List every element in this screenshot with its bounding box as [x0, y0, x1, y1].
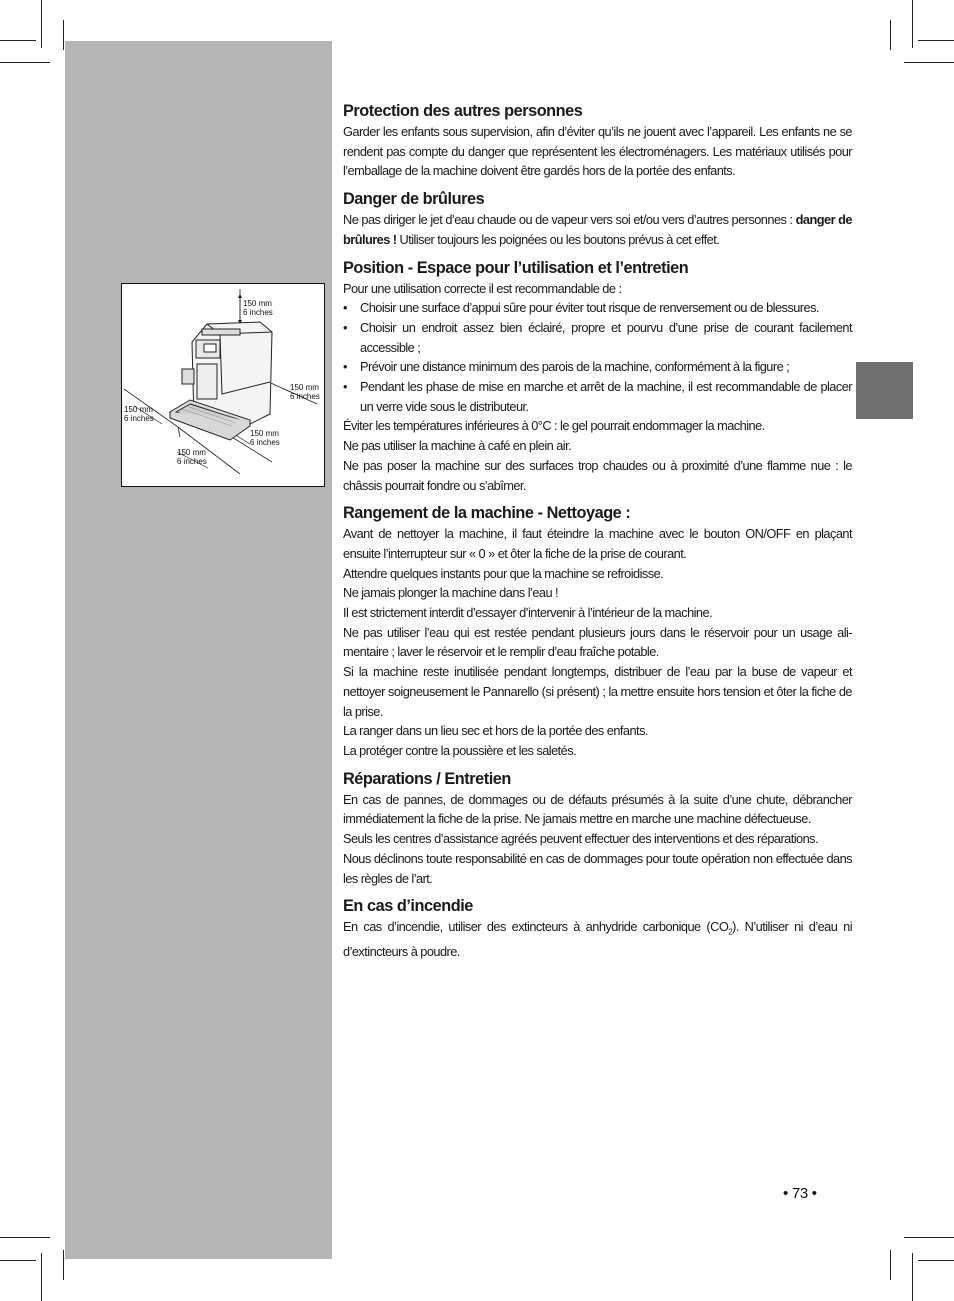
list-item: [343, 357, 852, 377]
figure-label-front-right-2: 6 inches: [250, 438, 280, 447]
section-heading: En cas d’incendie: [343, 897, 473, 916]
bullet: •: [343, 359, 347, 375]
figure-label-top-2: 6 inches: [243, 308, 273, 317]
crop-mark: [63, 1250, 64, 1280]
list-text: Pendant les phase de mise en marche et arrêt de la machine, il est recommandable de placer un verre vide sous le distributeur.: [360, 379, 852, 414]
text-run: Ne pas diriger le jet d’eau chaude ou de vapeur vers soi et/ou vers d’autres personnes :: [343, 212, 796, 228]
list-item: [343, 377, 852, 416]
crop-mark: [0, 1260, 36, 1261]
figure-label-right-1: 150 mm: [290, 383, 319, 392]
paragraph: Si la machine reste inutilisée pendant longtemps, distribuer de l’eau par la buse de vapeur et nettoyer soigneusement le Pannarello (si présent) ; la mettre ensuite hors tension et ôter la fiche de la prise.: [343, 664, 852, 719]
crop-mark: [904, 62, 954, 63]
figure-label-front-left-2: 6 inches: [177, 457, 207, 466]
crop-mark: [912, 1253, 913, 1301]
paragraph: Éviter les températures inférieures à 0°C : le gel pourrait endommager la machine.: [343, 418, 765, 434]
paragraph: Pour une utilisation correcte il est recommandable de :: [343, 280, 622, 296]
paragraph: Nous déclinons toute responsabilité en cas de dommages pour toute opération non effectuée dans les règles de l’art.: [343, 850, 852, 886]
list-item: [343, 318, 852, 357]
paragraph: La ranger dans un lieu sec et hors de la portée des enfants.: [343, 723, 648, 739]
crop-mark: [0, 62, 50, 63]
paragraph: Attendre quelques instants pour que la machine se refroidisse.: [343, 565, 664, 581]
text-run: En cas d’incendie, utiliser des extincteurs à anhydride carbonique (CO: [343, 919, 729, 935]
crop-mark: [918, 40, 954, 41]
page-number: • 73 •: [783, 1185, 817, 1202]
bullet-list: [343, 298, 852, 416]
side-column: [65, 41, 332, 1259]
coffee-machine-illustration: [122, 284, 323, 485]
crop-mark: [0, 40, 36, 41]
crop-mark: [41, 0, 42, 48]
warning-bold: danger de brûlures !: [343, 212, 852, 247]
section-storage-cleaning: [343, 503, 852, 760]
paragraph: Seuls les centres d’assistance agréés peuvent effectuer des interventions et des réparations.: [343, 831, 819, 847]
paragraph: Ne pas utiliser l’eau qui est restée pendant plusieurs jours dans le réservoir pour un usage ali-mentaire ; laver le réservoir et le remplir d’eau fraîche potable.: [343, 624, 852, 660]
section-position: [343, 258, 852, 496]
list-text: Choisir un endroit assez bien éclairé, propre et pourvu d’une prise de courant facilement accessible ;: [360, 319, 852, 355]
list-text: Choisir une surface d’appui sûre pour éviter tout risque de renversement ou de blessures.: [360, 300, 819, 316]
bullet: •: [343, 300, 347, 316]
section-heading: Danger de brûlures: [343, 190, 485, 209]
list-text: Prévoir une distance minimum des parois de la machine, conformément à la figure ;: [360, 359, 790, 375]
section-tab: [856, 362, 913, 419]
paragraph: Ne pas utiliser la machine à café en plein air.: [343, 438, 572, 454]
section-burns: [343, 189, 852, 249]
figure-label-left-1: 150 mm: [124, 405, 153, 414]
bullet: •: [343, 319, 347, 335]
text-run: Utiliser toujours les poignées ou les boutons prévus à cet effet.: [396, 231, 720, 247]
paragraph: La protéger contre la poussière et les saletés.: [343, 742, 577, 758]
crop-mark: [0, 1237, 50, 1238]
paragraph: Il est strictement interdit d’essayer d’intervenir à l’intérieur de la machine.: [343, 605, 713, 621]
crop-mark: [904, 1237, 954, 1238]
crop-mark: [63, 20, 64, 50]
crop-mark: [918, 1260, 954, 1261]
section-heading: Réparations / Entretien: [343, 769, 511, 788]
crop-mark: [890, 1250, 891, 1280]
crop-mark: [890, 20, 891, 50]
section-fire: [343, 896, 852, 962]
subscript: 2: [728, 927, 733, 937]
figure-label-right-2: 6 inches: [290, 392, 320, 401]
figure-label-left-2: 6 inches: [124, 414, 154, 423]
section-heading: Protection des autres personnes: [343, 102, 583, 120]
list-item: [343, 298, 852, 318]
crop-mark: [41, 1253, 42, 1301]
paragraph: [343, 210, 852, 249]
text-run: ). N’utiliser ni d’eau ni d’extincteurs à poudre.: [343, 919, 853, 960]
paragraph: Avant de nettoyer la machine, il faut éteindre la machine avec le bouton ON/OFF en plaçant ensuite l’interrupteur sur « 0 » et ôter la fiche de la prise de courant.: [343, 526, 852, 561]
paragraph: En cas de pannes, de dommages ou de défauts présumés à la suite d’une chute, débrancher immédiatement la fiche de la prise. Ne jamais mettre en marche une machine défectueuse.: [343, 791, 852, 827]
paragraph: Ne pas poser la machine sur des surfaces trop chaudes ou à proximité d’une flamme nue : le châssis pourrait fondre ou s’abîmer.: [343, 457, 852, 493]
section-protection: [343, 101, 852, 181]
figure-label-top-1: 150 mm: [243, 299, 272, 308]
section-heading: Rangement de la machine - Nettoyage :: [343, 504, 631, 523]
figure-label-front-left-1: 150 mm: [177, 448, 206, 457]
crop-mark: [912, 0, 913, 48]
paragraph: Garder les enfants sous supervision, afin d’éviter qu’ils ne jouent avec l’appareil. Les enfants ne se rendent pas compte du danger que représentent les électroménagers. Les matériaux utilisés pour l’emballage de la machine doivent être gardés hors de la portée des enfants.: [343, 124, 852, 179]
clearance-figure: [121, 283, 325, 487]
section-repairs: [343, 769, 852, 889]
paragraph: [343, 917, 852, 962]
main-text: [343, 101, 852, 970]
figure-label-front-right-1: 150 mm: [250, 429, 279, 438]
bullet: •: [343, 379, 347, 395]
paragraph: Ne jamais plonger la machine dans l’eau !: [343, 585, 559, 601]
section-heading: Position - Espace pour l’utilisation et l’entretien: [343, 258, 689, 277]
